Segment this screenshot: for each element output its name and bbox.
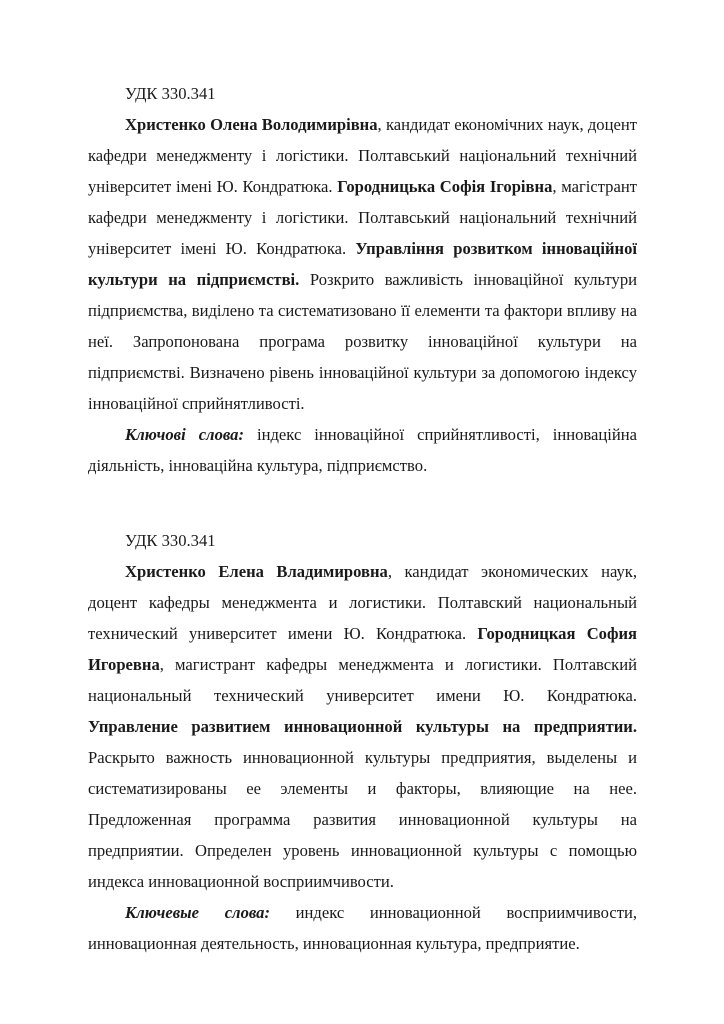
article-title-ukrainian: Управління розвитком інноваційної культури на підприємстві.: [88, 239, 637, 289]
author-name-primary-ukrainian: Христенко Олена Володимирівна: [125, 115, 378, 134]
author-affiliation-primary-russian: , кандидат экономических наук, доцент кафедры менеджмента и логистики. Полтавский национальный технический университет имени Ю. Кондратюка.: [88, 562, 637, 643]
keywords-paragraph-ukrainian: [88, 419, 637, 481]
keywords-label-ukrainian: Ключові слова:: [125, 425, 244, 444]
abstract-body-ukrainian: Розкрито важливість інноваційної культури підприємства, виділено та систематизовано її елементи та фактори впливу на неї. Запропонована програма розвитку інноваційної культури на підприємстві. Визначено рівень інноваційної культури за допомогою індексу інноваційної сприйнятливості.: [88, 270, 637, 413]
section-divider-spacing: [88, 481, 637, 525]
abstract-section-russian: [88, 525, 637, 959]
author-name-secondary-ukrainian: Городницька Софія Ігорівна: [337, 177, 553, 196]
author-affiliation-secondary-ukrainian: , магістрант кафедри менеджменту і логістики. Полтавський національний технічний університет імені Ю. Кондратюка.: [88, 177, 637, 258]
page-content: [88, 78, 637, 959]
keywords-list-russian: индекс инновационной восприимчивости, инновационная деятельность, инновационная культура, предприятие.: [88, 903, 638, 953]
udk-code-russian: УДК 330.341: [125, 531, 216, 550]
abstract-paragraph-ukrainian: [88, 109, 637, 419]
keywords-paragraph-russian: [88, 897, 637, 959]
author-affiliation-secondary-russian: , магистрант кафедры менеджмента и логистики. Полтавский национальный технический университет имени Ю. Кондратюка.: [88, 655, 637, 705]
author-name-primary-russian: Христенко Елена Владимировна: [125, 562, 388, 581]
abstract-paragraph-russian: [88, 556, 637, 897]
article-title-russian: Управление развитием инновационной культуры на предприятии.: [88, 717, 637, 736]
udk-code-ukrainian: УДК 330.341: [125, 84, 216, 103]
keywords-label-russian: Ключевые слова:: [125, 903, 270, 922]
keywords-list-ukrainian: індекс інноваційної сприйнятливості, інноваційна діяльність, інноваційна культура, підприємство.: [88, 425, 637, 475]
author-name-secondary-russian: Городницкая София Игоревна: [88, 624, 637, 674]
abstract-section-ukrainian: [88, 78, 637, 481]
author-affiliation-primary-ukrainian: , кандидат економічних наук, доцент кафедри менеджменту і логістики. Полтавський національний технічний університет імені Ю. Кондратюка.: [88, 115, 637, 196]
abstract-body-russian: Раскрыто важность инновационной культуры предприятия, выделены и систематизированы ее элементы и факторы, влияющие на нее. Предложенная программа развития инновационной культуры на предприятии. Определен уровень инновационной культуры с помощью индекса инновационной восприимчивости.: [88, 748, 637, 891]
